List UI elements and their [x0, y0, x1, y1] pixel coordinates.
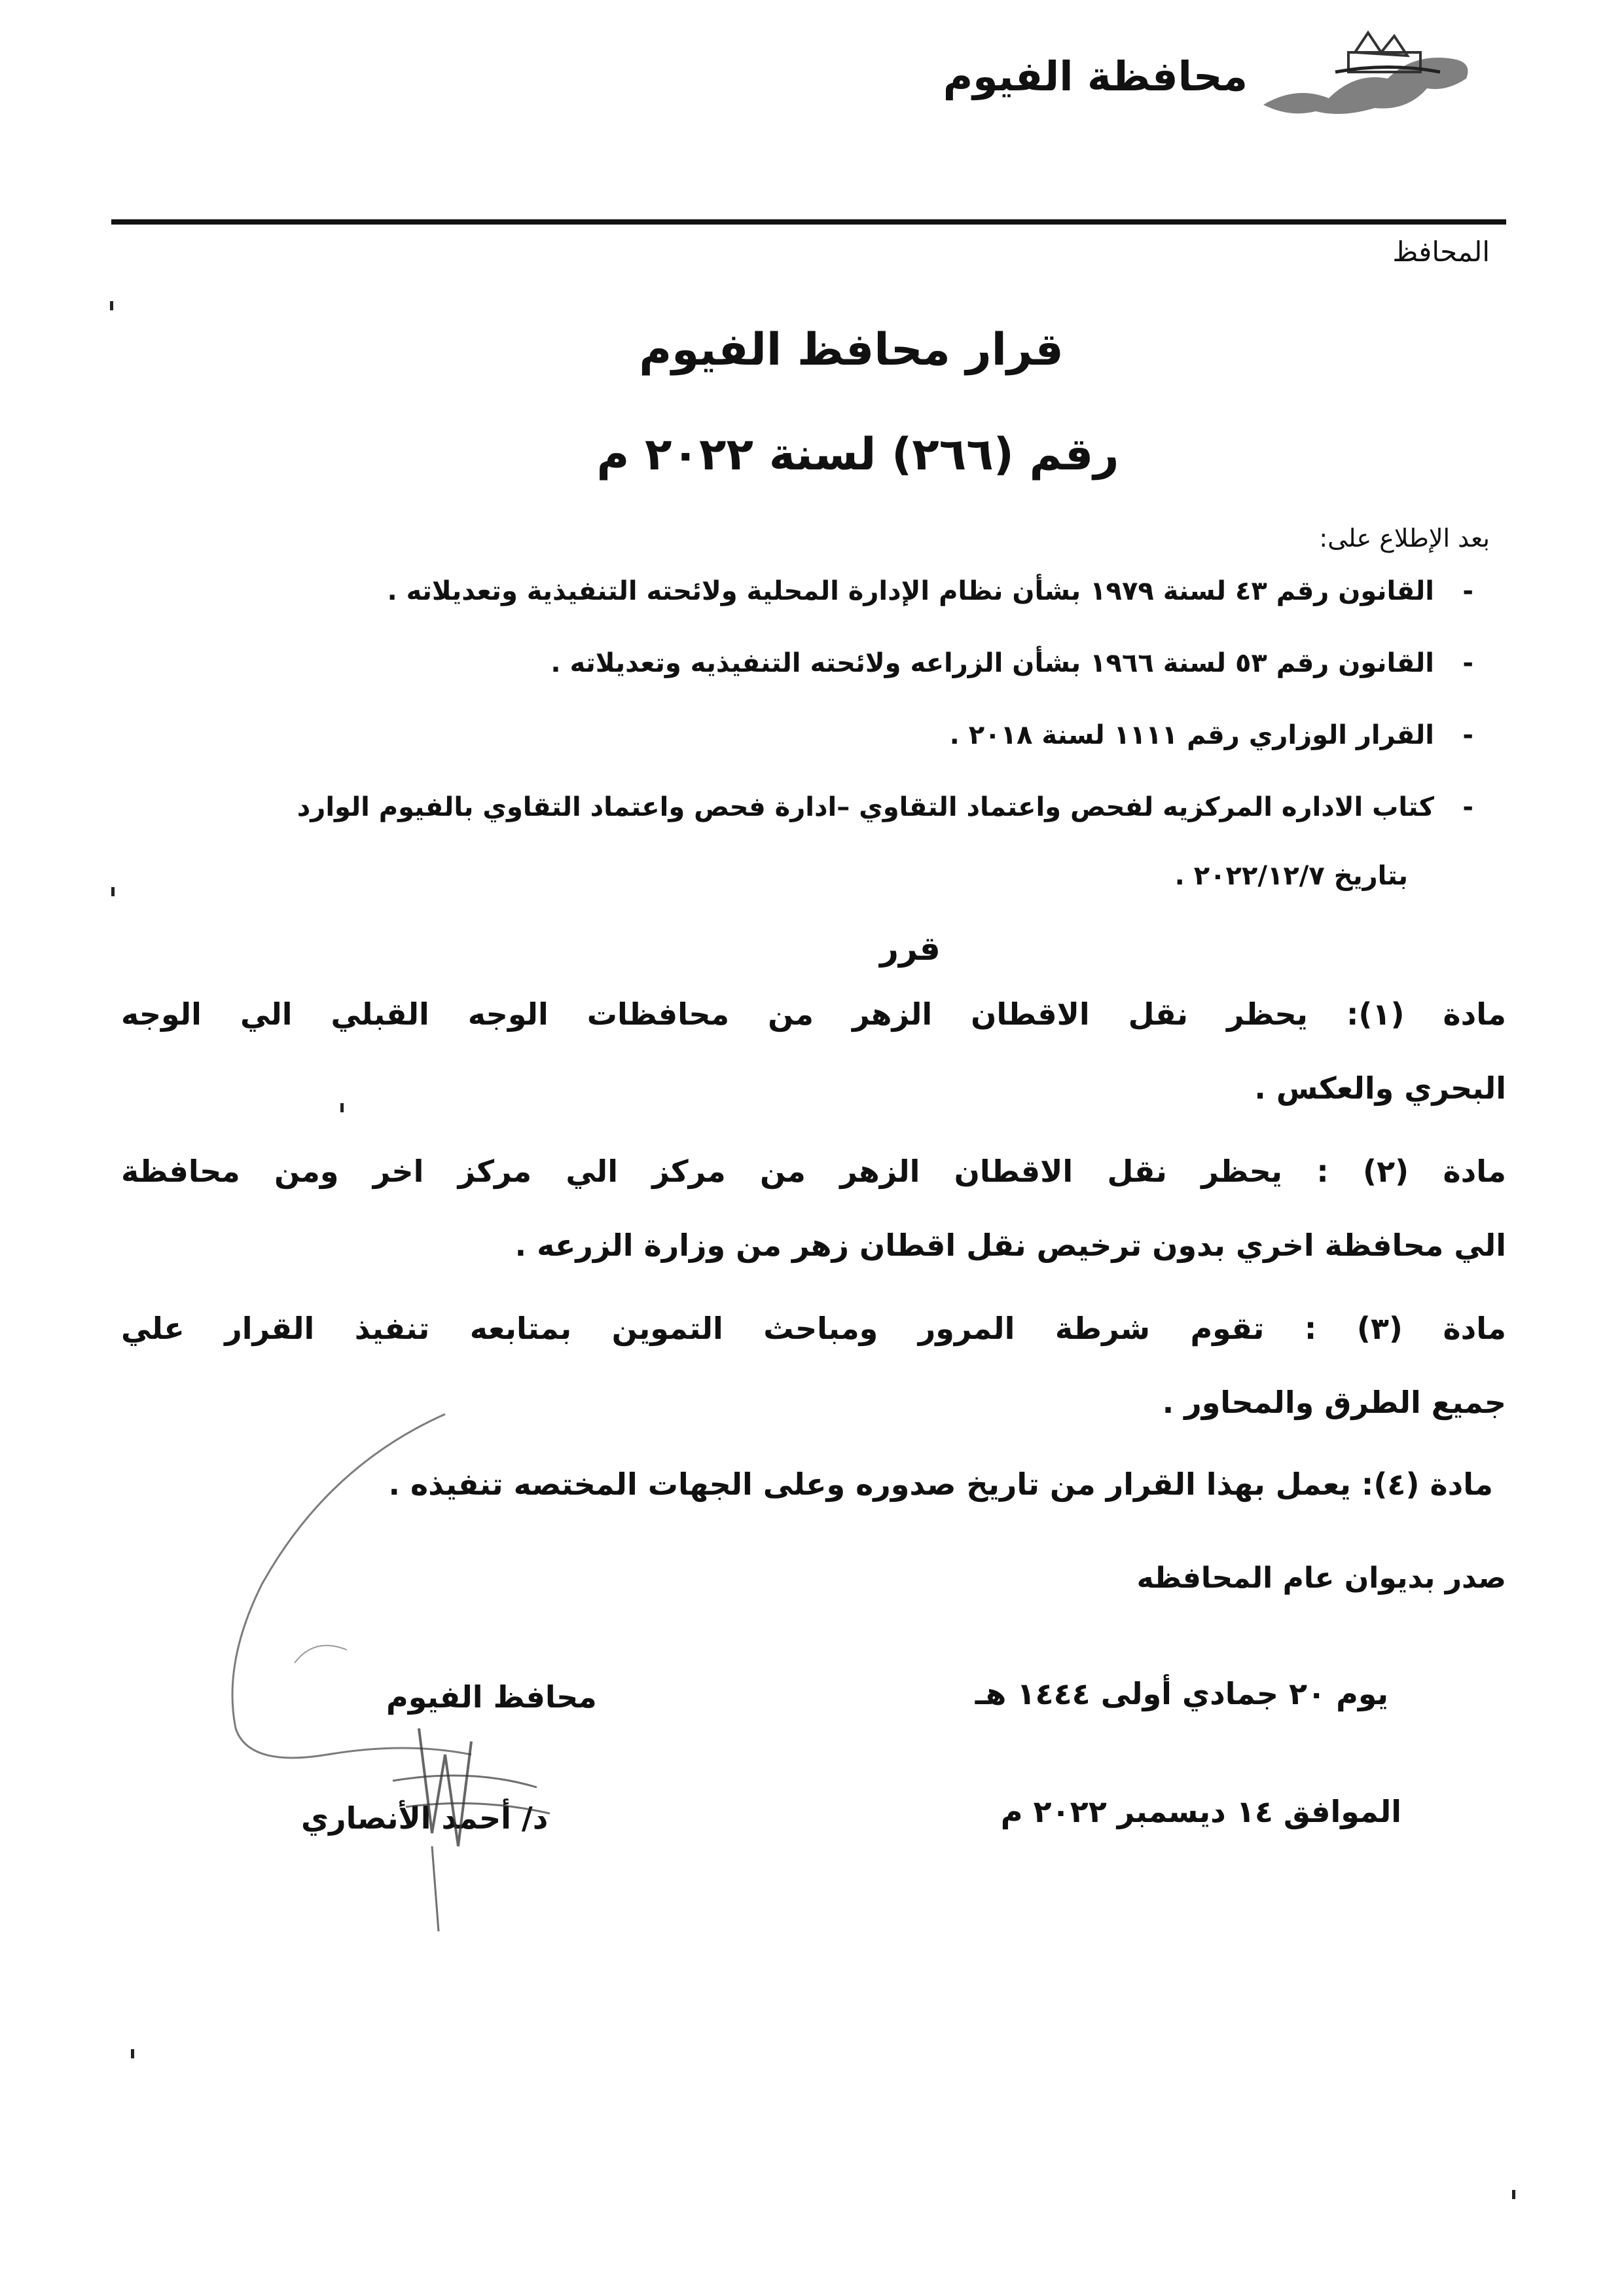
article-line: البحري والعكس .	[1254, 1070, 1506, 1106]
article-line: مادة (١): يحظر نقل الاقطان الزهر من محافظات الوجه القبلي الي الوجه	[121, 996, 1507, 1032]
reference-item: -القانون رقم ٥٣ لسنة ١٩٦٦ بشأن الزراعه ولائحته التنفيذيه وتعديلاته .	[550, 648, 1473, 678]
reference-item: -القانون رقم ٤٣ لسنة ١٩٧٩ بشأن نظام الإدارة المحلية ولائحته التنفيذية وتعديلاته .	[387, 576, 1473, 606]
decision-title: قرار محافظ الفيوم	[639, 324, 1064, 376]
scan-speck	[110, 301, 113, 310]
governor-label: المحافظ	[1392, 236, 1490, 268]
reference-item: -كتاب الاداره المركزيه لفحص واعتماد التقاوي –ادارة فحص واعتماد التقاوي بالفيوم الوارد	[297, 792, 1473, 822]
header-divider	[111, 219, 1506, 225]
fayoum-emblem-icon	[1257, 26, 1479, 124]
issued-at: صدر بديوان عام المحافظه	[1136, 1561, 1506, 1595]
article-line: مادة (٤): يعمل بهذا القرار من تاريخ صدوره وعلى الجهات المختصه تنفيذه .	[388, 1467, 1493, 1502]
decision-number: رقم (٢٦٦) لسنة ٢٠٢٢ م	[596, 429, 1119, 481]
reference-item: -القرار الوزاري رقم ١١١١ لسنة ٢٠١٨ .	[949, 720, 1473, 750]
reference-continuation: بتاريخ ٢٠٢٢/١٢/٧ .	[1174, 861, 1408, 891]
article-line: مادة (٣) : تقوم شرطة المرور ومباحث التموين بمتابعه تنفيذ القرار علي	[121, 1311, 1506, 1346]
article-line: جميع الطرق والمحاور .	[1162, 1385, 1506, 1420]
scan-speck	[340, 1103, 344, 1112]
decree-heading: قرر	[880, 930, 941, 968]
scan-speck	[131, 2049, 134, 2058]
article-line: مادة (٢) : يحظر نقل الاقطان الزهر من مركز الي مركز اخر ومن محافظة	[121, 1154, 1506, 1189]
scan-speck	[1512, 2190, 1515, 2199]
article-line: الي محافظة اخري بدون ترخيص نقل اقطان زهر من وزارة الزرعه .	[514, 1228, 1506, 1263]
date-gregorian: الموافق ١٤ ديسمبر ٢٠٢٢ م	[1000, 1794, 1401, 1829]
preamble-intro: بعد الإطلاع على:	[1319, 524, 1490, 553]
signatory-title: محافظ الفيوم	[386, 1679, 597, 1715]
governorate-title: محافظة الفيوم	[943, 52, 1248, 100]
date-hijri: يوم ٢٠ جمادي أولى ١٤٤٤ هـ	[975, 1676, 1388, 1711]
signatory-name: د/ أحمد الأنصاري	[301, 1800, 549, 1836]
scan-speck	[111, 887, 115, 896]
handwritten-signature	[196, 1388, 720, 1977]
